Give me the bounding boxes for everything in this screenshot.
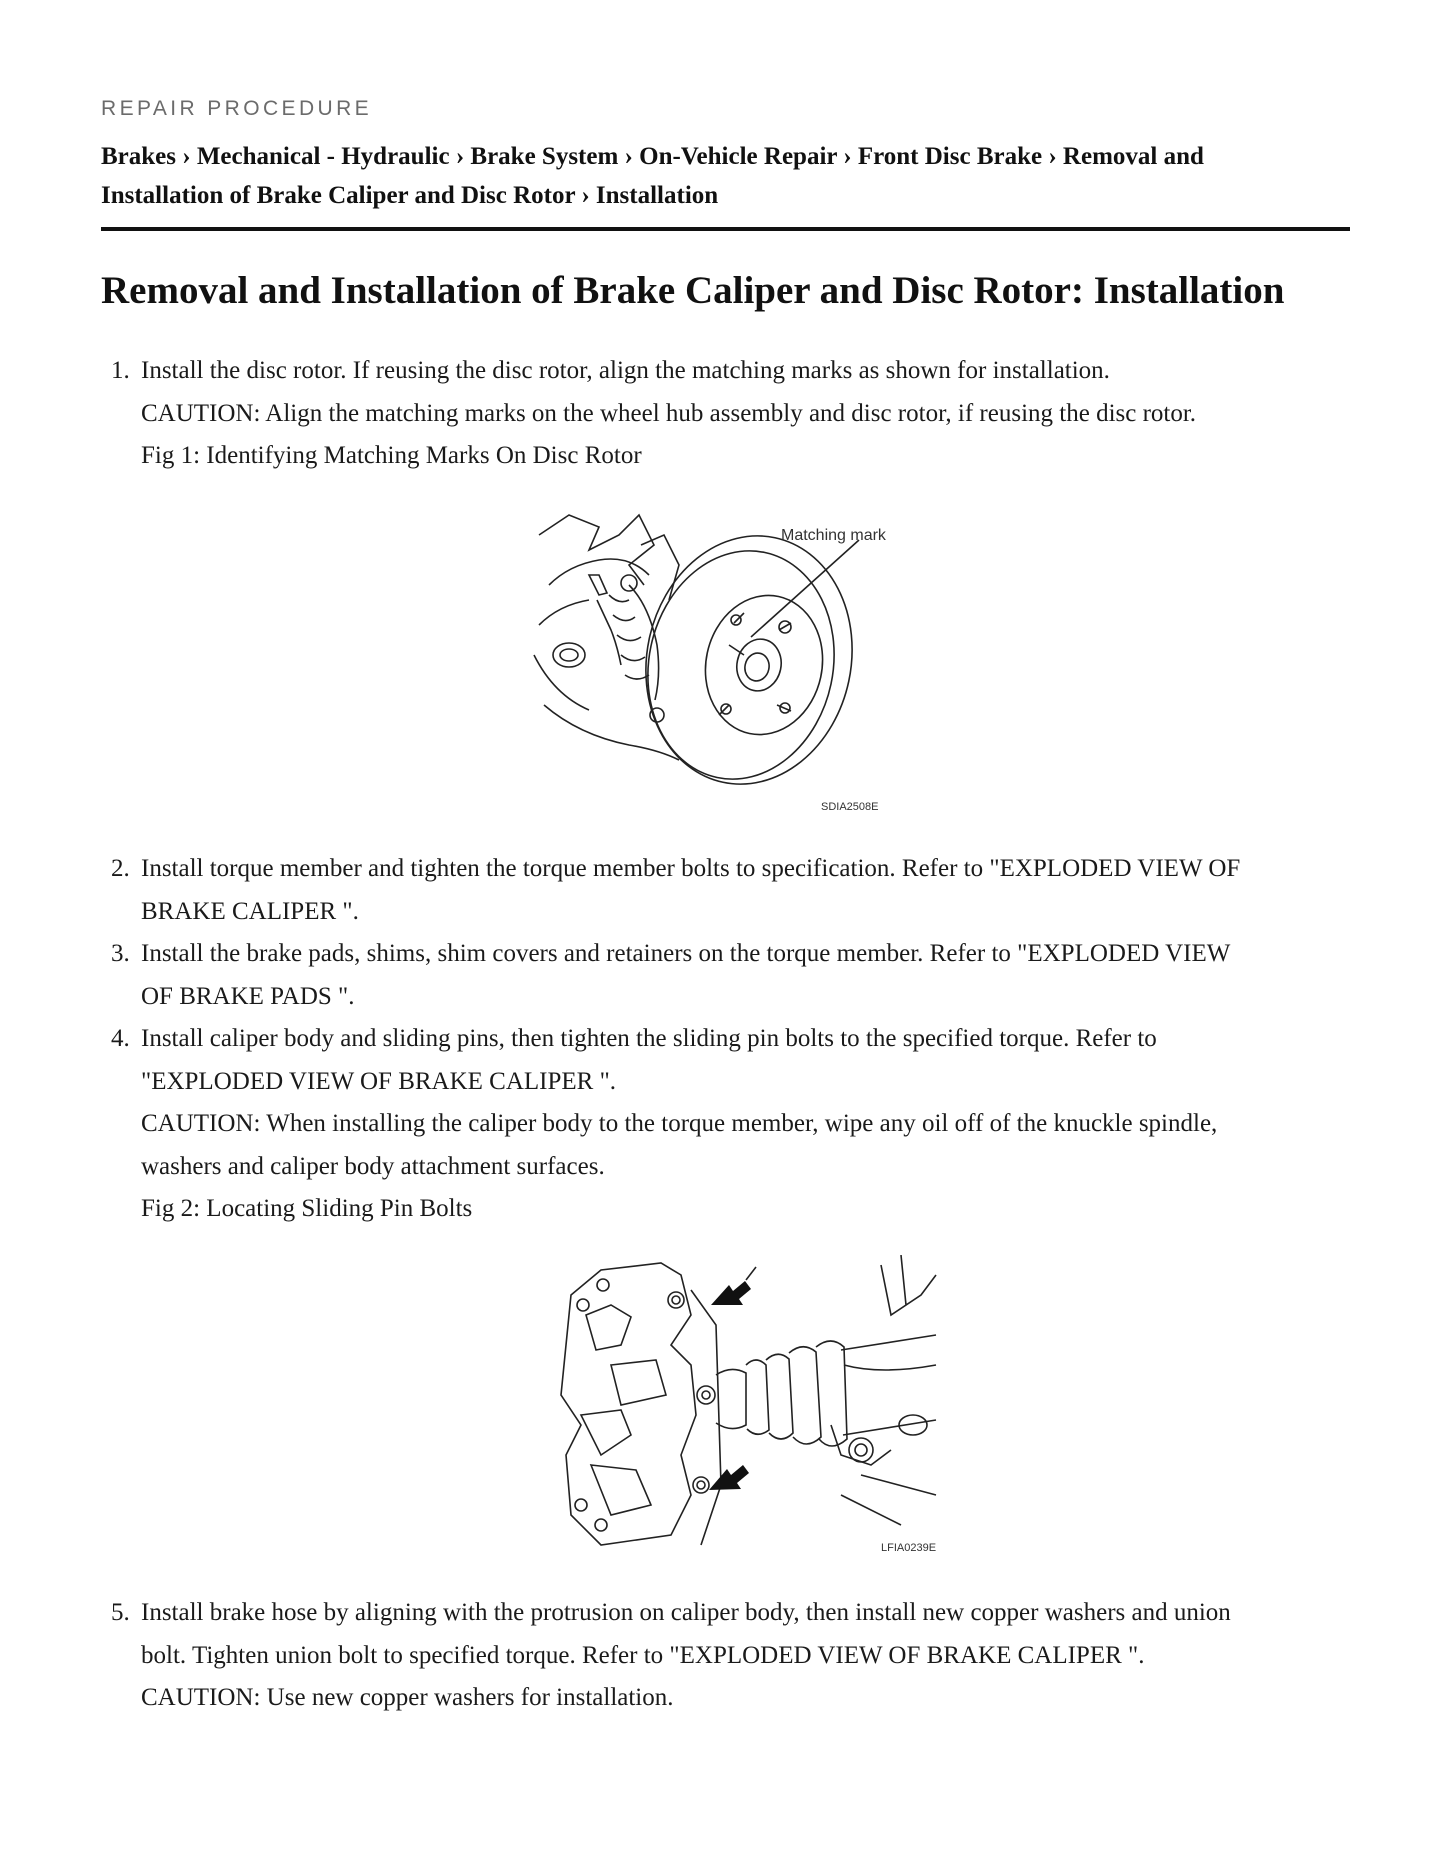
step-item bbox=[101, 1018, 1350, 1231]
caution-text: CAUTION: When installing the caliper body to the torque member, wipe any oil off of the knuckle spindle, bbox=[141, 1110, 1218, 1137]
header-divider bbox=[101, 227, 1350, 231]
step-text: BRAKE CALIPER ". bbox=[141, 897, 359, 925]
breadcrumb-line: Installation of Brake Caliper and Disc Rotor › Installation bbox=[101, 182, 719, 209]
step-text: Install the brake pads, shims, shim covers and retainers on the torque member. Refer to "EXPLODED VIEW bbox=[141, 940, 1231, 967]
step-text: Install caliper body and sliding pins, then tighten the sliding pin bolts to the specified torque. Refer to bbox=[141, 1025, 1157, 1052]
step-number: 1. bbox=[111, 357, 130, 384]
step-item bbox=[101, 848, 1350, 933]
figure-caption: Fig 2: Locating Sliding Pin Bolts bbox=[141, 1195, 473, 1222]
step-item bbox=[101, 350, 1350, 478]
figure-disc-rotor-matching-marks bbox=[529, 505, 969, 815]
steps-list bbox=[101, 1592, 1350, 1720]
steps-list bbox=[101, 350, 1350, 478]
section-kicker: REPAIR PROCEDURE bbox=[101, 97, 373, 120]
figure-caption: Fig 1: Identifying Matching Marks On Disc Rotor bbox=[141, 442, 642, 469]
step-text: Install brake hose by aligning with the protrusion on caliper body, then install new copper washers and union bbox=[141, 1599, 1231, 1626]
step-text: Install torque member and tighten the torque member bolts to specification. Refer to "EXPLODED VIEW OF bbox=[141, 855, 1241, 882]
figure-code: SDIA2508E bbox=[821, 801, 879, 813]
figure-sliding-pin-bolts bbox=[541, 1255, 951, 1555]
step-text: bolt. Tighten union bolt to specified torque. Refer to "EXPLODED VIEW OF BRAKE CALIPER ". bbox=[141, 1641, 1145, 1669]
step-number: 5. bbox=[111, 1599, 130, 1626]
step-text: OF BRAKE PADS ". bbox=[141, 982, 355, 1010]
breadcrumb bbox=[101, 137, 1350, 215]
step-number: 2. bbox=[111, 855, 130, 882]
caution-text: CAUTION: Align the matching marks on the wheel hub assembly and disc rotor, if reusing the disc rotor. bbox=[141, 399, 1197, 427]
step-text: Install the disc rotor. If reusing the disc rotor, align the matching marks as shown for installation. bbox=[141, 357, 1110, 384]
caution-text: washers and caliper body attachment surfaces. bbox=[141, 1152, 605, 1180]
step-text: "EXPLODED VIEW OF BRAKE CALIPER ". bbox=[141, 1067, 617, 1095]
step-number: 3. bbox=[111, 940, 130, 967]
figure-callout-label: Matching mark bbox=[781, 527, 886, 544]
breadcrumb-line: Brakes › Mechanical - Hydraulic › Brake System › On-Vehicle Repair › Front Disc Brake › Removal and bbox=[101, 143, 1204, 170]
caution-text: CAUTION: Use new copper washers for installation. bbox=[141, 1684, 674, 1711]
step-item bbox=[101, 933, 1350, 1018]
page-title: Removal and Installation of Brake Caliper and Disc Rotor: Installation bbox=[101, 269, 1285, 312]
figure-code: LFIA0239E bbox=[881, 1542, 937, 1554]
steps-list bbox=[101, 848, 1350, 1231]
step-number: 4. bbox=[111, 1025, 130, 1052]
step-item bbox=[101, 1592, 1350, 1720]
